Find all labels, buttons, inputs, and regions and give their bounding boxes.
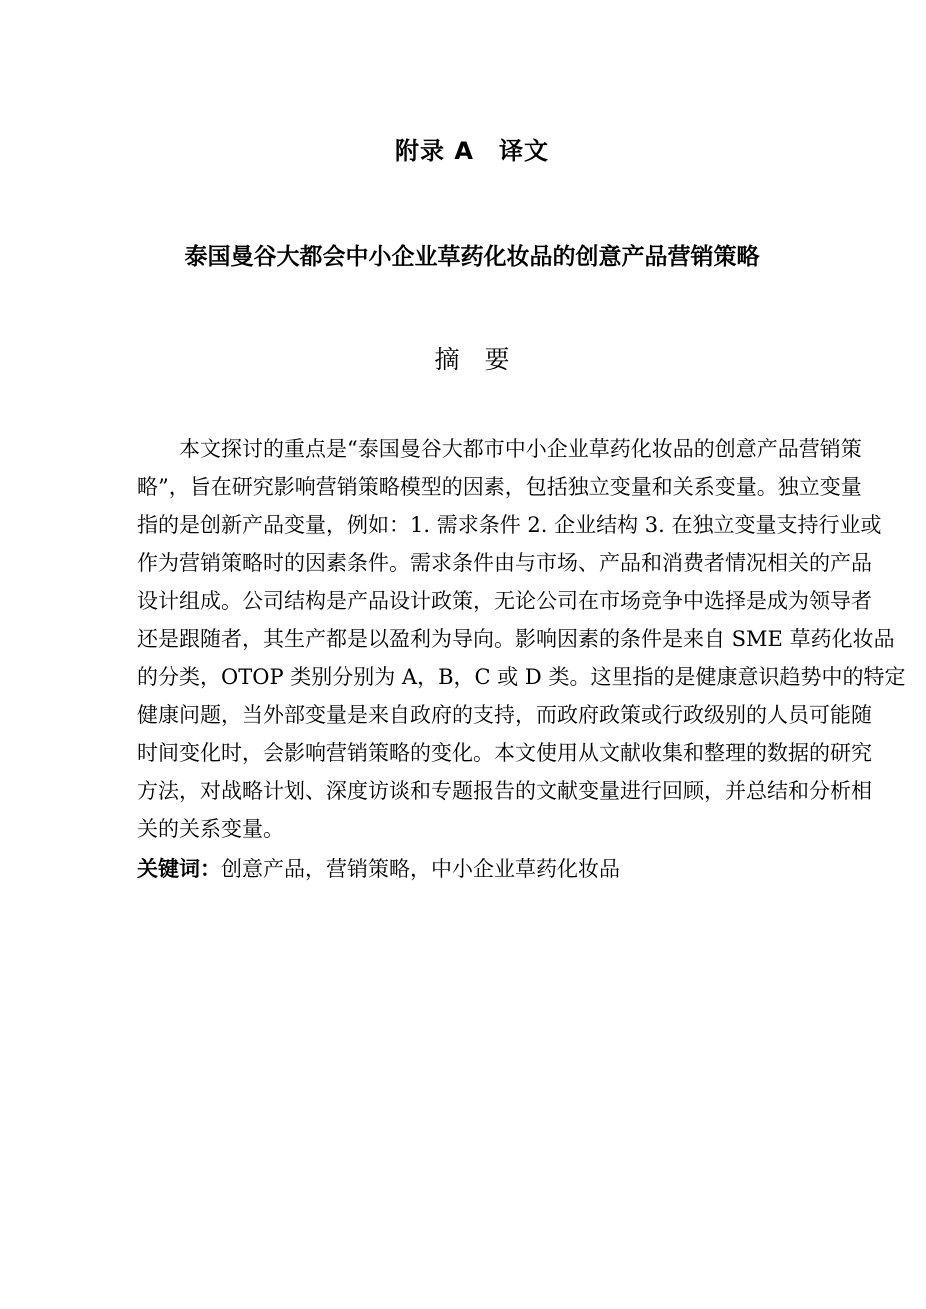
abstract-line-2: 略”，旨在研究影响营销策略模型的因素，包括独立变量和关系变量。独立变量 <box>137 475 862 499</box>
abstract-line-8: 健康问题，当外部变量是来自政府的支持，而政府政策或行政级别的人员可能随 <box>137 703 872 727</box>
abstract-line-3: 指的是创新产品变量，例如：1. 需求条件 2. 企业结构 3. 在独立变量支持行业或 <box>137 513 882 537</box>
abstract-line-5: 设计组成。公司结构是产品设计政策，无论公司在市场竞争中选择是成为领导者 <box>137 589 872 613</box>
translation-title: 泰国曼谷大都会中小企业草药化妆品的创意产品营销策略 <box>184 244 760 270</box>
abstract-line-10: 方法，对战略计划、深度访谈和专题报告的文献变量进行回顾，并总结和分析相 <box>137 779 872 803</box>
keywords-text: 创意产品，营销策略，中小企业草药化妆品 <box>221 857 620 881</box>
abstract-line-4: 作为营销策略时的因素条件。需求条件由与市场、产品和消费者情况相关的产品 <box>137 551 872 575</box>
abstract-heading: 摘 要 <box>434 345 510 374</box>
abstract-line-6: 还是跟随者，其生产都是以盈利为导向。影响因素的条件是来自 SME 草药化妆品 <box>137 627 895 651</box>
abstract-line-1: 本文探讨的重点是“泰国曼谷大都市中小企业草药化妆品的创意产品营销策 <box>179 437 862 461</box>
abstract-paragraph <box>137 430 906 848</box>
abstract-line-7: 的分类，OTOP 类别分别为 A，B，C 或 D 类。这里指的是健康意识趋势中的特定 <box>137 665 906 689</box>
keywords-row <box>137 852 807 886</box>
appendix-heading: 附录 A 译文 <box>395 137 549 165</box>
abstract-line-9: 时间变化时，会影响营销策略的变化。本文使用从文献收集和整理的数据的研究 <box>137 741 872 765</box>
keywords-label: 关键词： <box>137 857 221 881</box>
abstract-line-11: 关的关系变量。 <box>137 817 284 841</box>
